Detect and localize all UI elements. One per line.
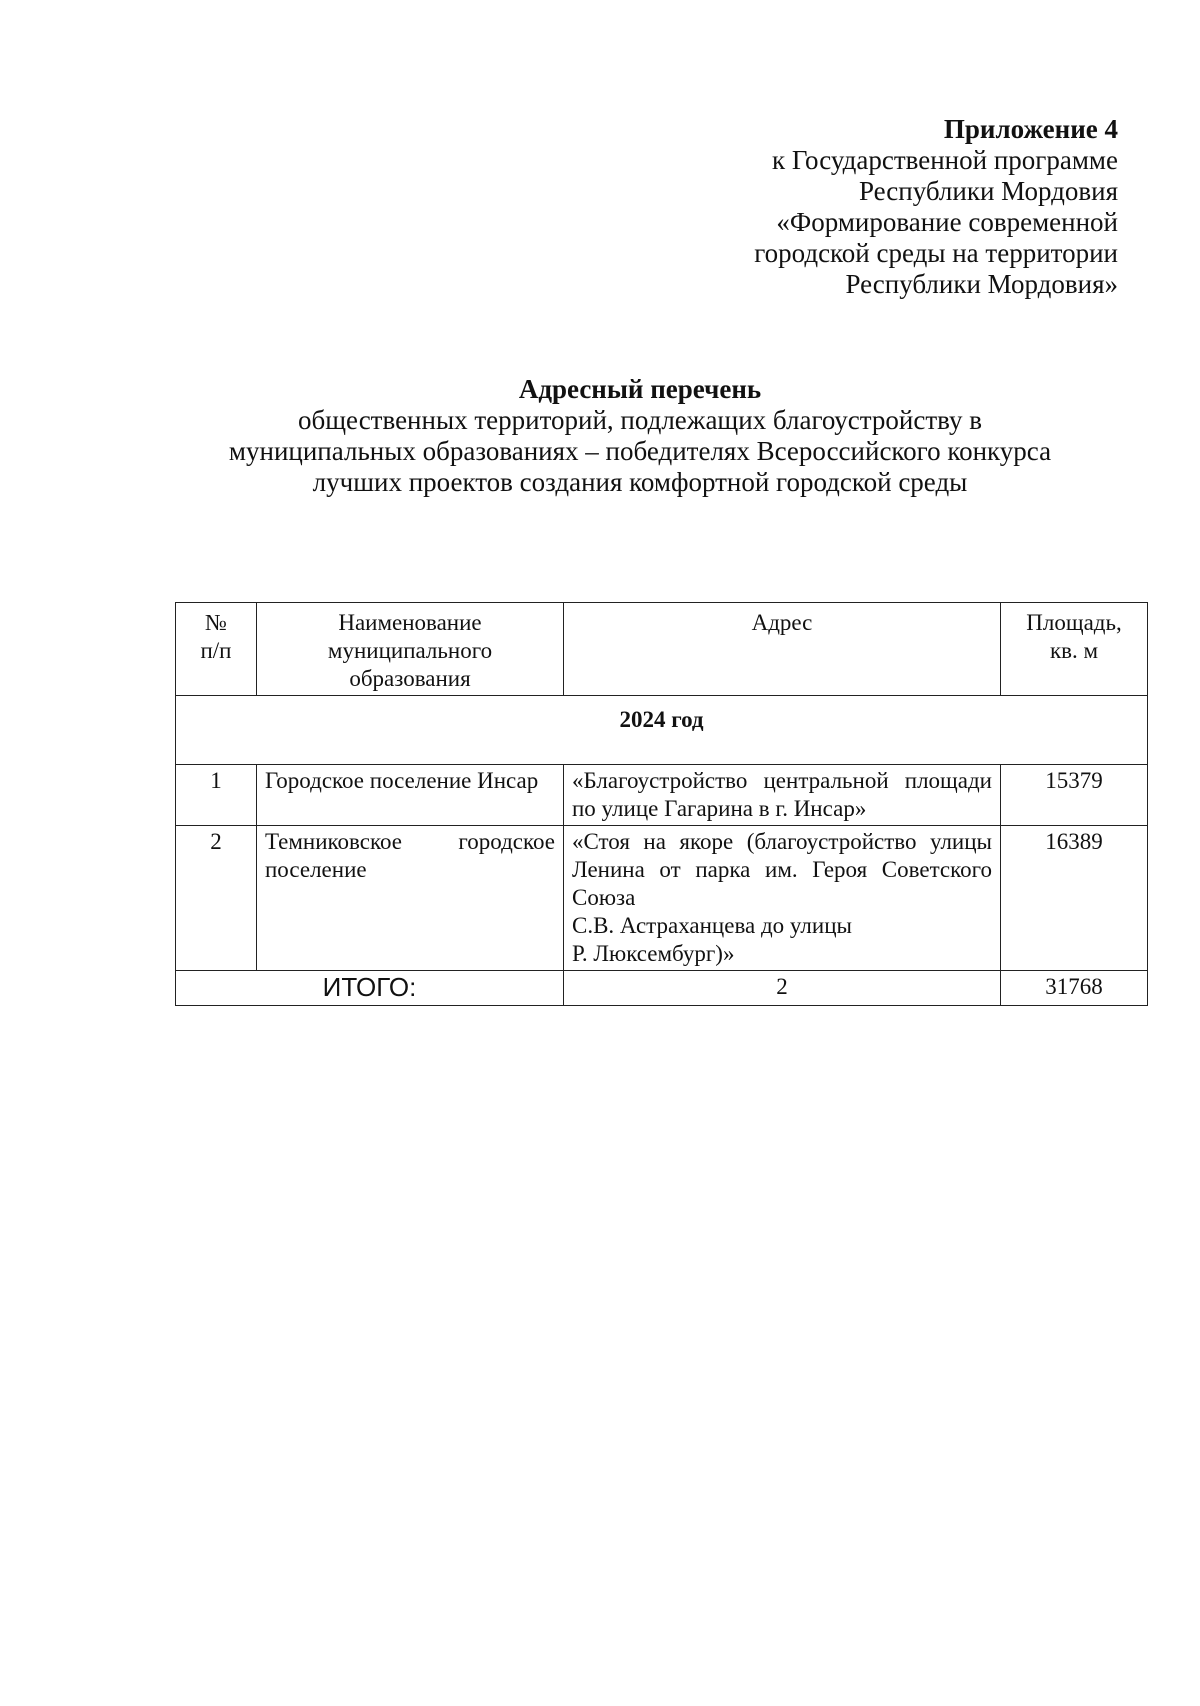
table-header-row: [176, 603, 1148, 696]
header-address: Адрес: [564, 603, 1001, 696]
appendix-heading: Приложение 4: [943, 114, 1118, 144]
row-area: 16389: [1001, 826, 1148, 971]
total-row: [176, 971, 1148, 1006]
total-count: 2: [564, 971, 1001, 1006]
appendix-line: Республики Мордовия: [858, 176, 1118, 206]
header-municipality: Наименование муниципального образования: [257, 603, 564, 696]
header-area: Площадь, кв. м: [1001, 603, 1148, 696]
year-label: 2024 год: [176, 696, 1148, 765]
row-address: [564, 826, 1001, 971]
row-area: 15379: [1001, 765, 1148, 826]
appendix-line: «Формирование современной: [776, 207, 1118, 237]
table-row: [176, 826, 1148, 971]
year-row: [176, 696, 1148, 765]
table-row: [176, 765, 1148, 826]
row-num: 2: [176, 826, 257, 971]
row-municipality: Темниковское городское поселение: [257, 826, 564, 971]
appendix-line: городской среды на территории: [754, 238, 1118, 268]
document-title: Адресный перечень: [518, 374, 762, 404]
address-line: С.В. Астраханцева до улицы: [572, 913, 852, 938]
appendix-line: к Государственной программе: [771, 145, 1118, 175]
address-line: «Стоя на якоре (благоустройство улицы Ленина от парка им. Героя Советского Союза: [572, 829, 992, 910]
total-area: 31768: [1001, 971, 1148, 1006]
row-address: «Благоустройство центральной площади по улице Гагарина в г. Инсар»: [564, 765, 1001, 826]
address-line: Р. Люксембург)»: [572, 941, 735, 966]
row-num: 1: [176, 765, 257, 826]
document-title-block: [180, 374, 1100, 498]
document-subtitle-line: общественных территорий, подлежащих благоустройству в: [298, 405, 982, 435]
appendix-header: [558, 114, 1118, 300]
header-num: № п/п: [176, 603, 257, 696]
total-label: ИТОГО:: [176, 971, 564, 1006]
document-subtitle-line: лучших проектов создания комфортной городской среды: [312, 467, 968, 497]
row-municipality: Городское поселение Инсар: [257, 765, 564, 826]
document-subtitle-line: муниципальных образованиях – победителях Всероссийского конкурса: [228, 436, 1052, 466]
appendix-line: Республики Мордовия»: [845, 269, 1118, 299]
territories-table: [175, 602, 1148, 1006]
